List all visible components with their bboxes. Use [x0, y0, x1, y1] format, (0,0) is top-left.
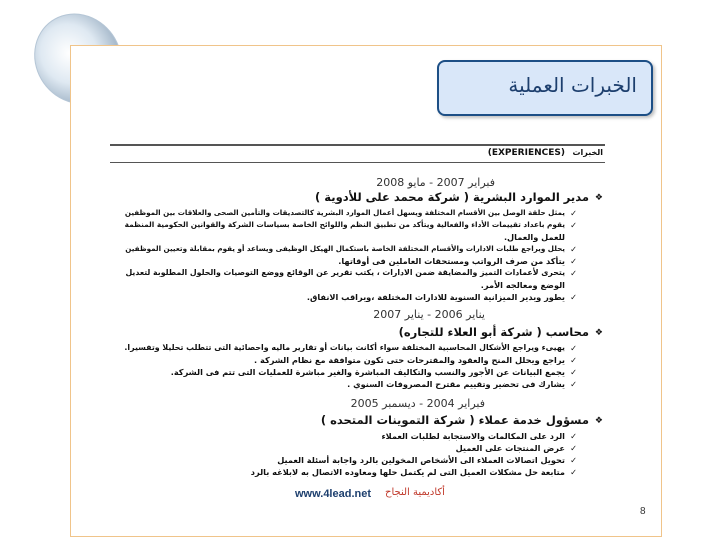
job2-bullet: يشارك فى تحضير وتقييم مقترح المصروفات السنوي .	[347, 379, 565, 389]
check-icon: ✓	[570, 256, 577, 266]
check-icon: ✓	[570, 467, 577, 477]
check-icon: ✓	[570, 208, 577, 218]
check-icon: ✓	[570, 244, 577, 254]
slide-title-box	[437, 60, 653, 116]
resume-document	[110, 138, 605, 477]
header-top-line	[110, 144, 605, 146]
header-label: الخبرات	[572, 148, 603, 157]
job1-bullet: يحلل ويراجع طلبات الادارات والأقسام المختلفة الخاصة باستكمال الهيكل الوظيفى ويساعد أو يقوم بمقابلة وتعيين الموظفين	[125, 244, 565, 253]
job1-bullet: للعمل والعمال.	[503, 232, 565, 242]
check-icon: ✓	[570, 343, 577, 353]
header-bottom-line	[110, 162, 605, 163]
diamond-bullet-icon: ❖	[594, 416, 603, 426]
job3-bullet: تحويل اتصالات العملاء الى الأشخاص المخولين بالرد واجابة أسئلة العميل	[277, 455, 565, 465]
job3-title: مسؤول خدمة عملاء ( شركة التموينات المتحده )	[320, 413, 589, 427]
job3-bullet: متابعة حل مشكلات العميل التى لم يكتمل حلها ومعاوده الاتصال به لابلاغه بالرد	[250, 467, 565, 477]
check-icon: ✓	[570, 220, 577, 230]
check-icon: ✓	[570, 379, 577, 389]
job1-date: فبراير 2007 - مايو 2008	[376, 176, 495, 189]
job2-date: يناير 2006 - يناير 2007	[373, 308, 485, 321]
footer-academy: أكاديمية النجاح	[385, 487, 445, 498]
diamond-bullet-icon: ❖	[594, 328, 603, 338]
check-icon: ✓	[570, 455, 577, 465]
job1-bullet: يتحرى لأعمادات التميز والمضايقة ضمن الادارات ، يكتب تقرير عن الوقائع ووضع التوصيات والحلول المطلوبة لتعديل	[125, 268, 565, 277]
job1-bullet: الوضع ومعالجه الأمر.	[480, 280, 565, 290]
job1-title: مدير الموارد البشرية ( شركة محمد على للأدوية )	[315, 190, 589, 204]
job3-bullet: عرض المنتجات على العميل	[455, 443, 565, 453]
check-icon: ✓	[570, 443, 577, 453]
job2-bullet: يهيىء ويراجع الأشكال المحاسبية المختلفة سواء أكانت بيانات أو تقارير ماليه واحصائية التى تتطلب تحليلا وتفسيرا.	[124, 343, 565, 352]
job3-date: فبراير 2004 - ديسمبر 2005	[350, 397, 485, 410]
page-number: 8	[640, 506, 646, 517]
job1-bullet: يقوم باعداد تقييمات الأداء والفعالية ويتأكد من تطبيق النظم واللوائح الخاصة بسياسات الشركة والقوانين الحكومية المنظمة	[124, 220, 565, 229]
check-icon: ✓	[570, 355, 577, 365]
check-icon: ✓	[570, 431, 577, 441]
header-en: (EXPERIENCES)	[487, 148, 565, 158]
job1-bullet: يطور ويدير الميزانية السنوية للادارات المختلفة ،ويراقب الانفاق.	[306, 292, 565, 302]
job3-bullet: الرد على المكالمات والاستجابة لطلبات العملاء	[381, 431, 565, 441]
job1-bullet: يتأكد من صرف الرواتب ومستحقات العاملين فى أوقاتها.	[338, 256, 565, 266]
footer-url: www.4lead.net	[295, 488, 372, 500]
job2-bullet: يراجع ويحلل المنح والعقود والمقترحات حتى تكون متوافقة مع نظام الشركة .	[254, 355, 565, 365]
job1-bullet: يمثل حلقة الوصل بين الأقسام المختلفة ويسهل أعمال الموارد البشرية كالتصديقات والتأمين الصحى والعلاقات بين الموظفين	[124, 208, 565, 217]
check-icon: ✓	[570, 292, 577, 302]
job2-title: محاسب ( شركة أبو العلاء للتجاره)	[398, 325, 589, 339]
diamond-bullet-icon: ❖	[594, 193, 603, 203]
job2-bullet: يجمع البيانات عن الأجور والنسب والتكاليف المباشرة والغير مباشرة للعمليات التى تتم فى الشركة.	[170, 367, 565, 377]
slide-title: الخبرات العملية	[508, 73, 637, 97]
check-icon: ✓	[570, 268, 577, 278]
check-icon: ✓	[570, 367, 577, 377]
